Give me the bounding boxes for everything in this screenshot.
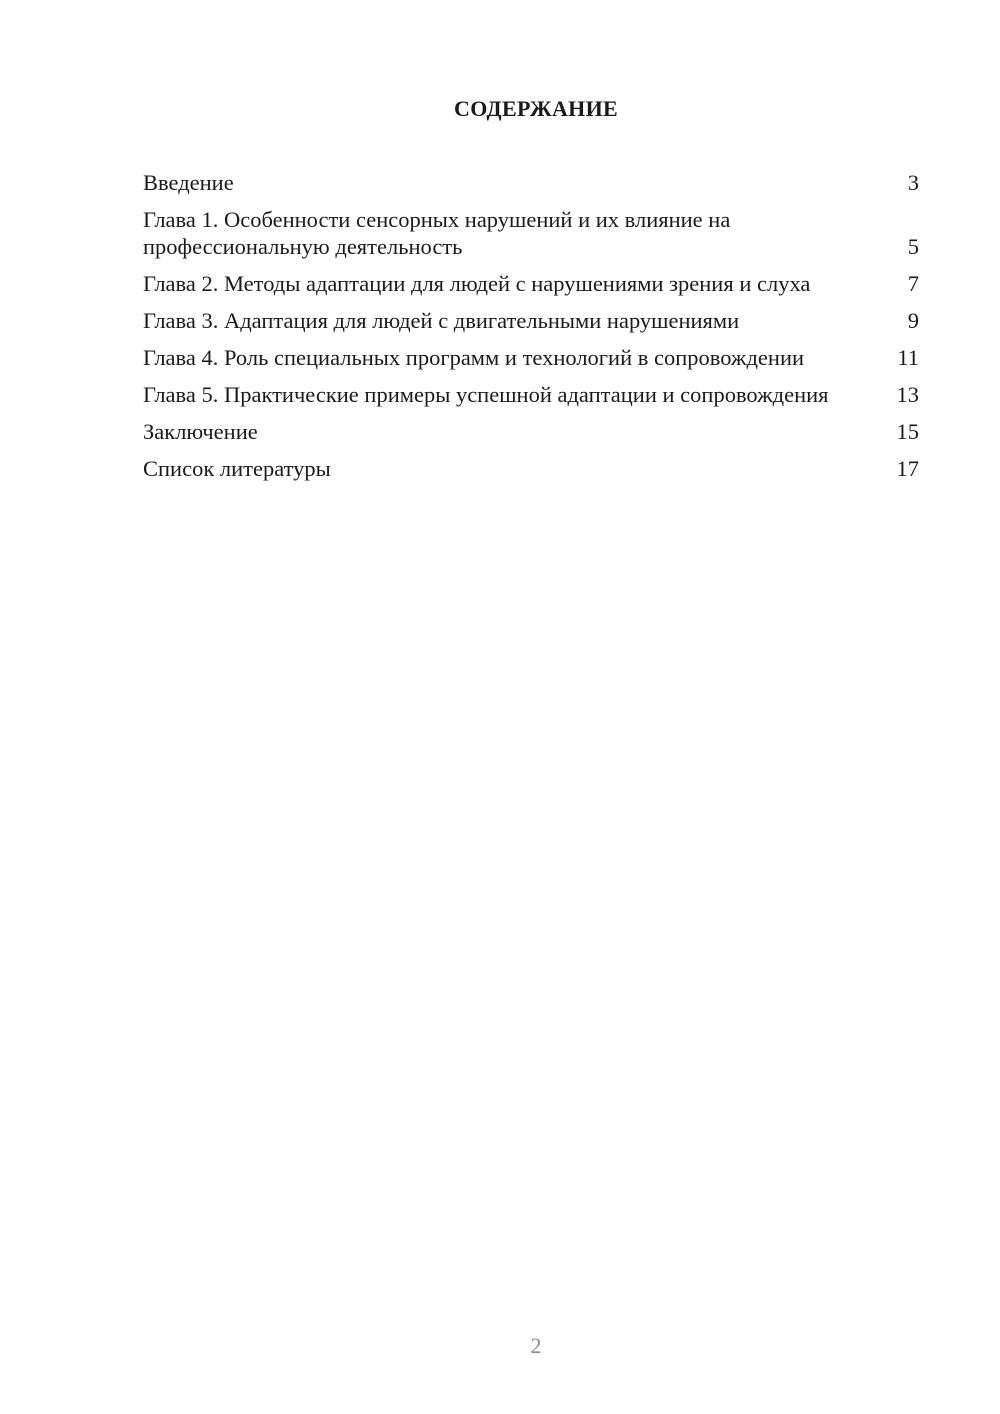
- toc-entry-page: 9: [907, 308, 919, 333]
- toc-entry-page: 15: [896, 419, 919, 444]
- page-title: СОДЕРЖАНИЕ: [454, 96, 618, 121]
- toc-entry-text: Введение: [143, 170, 234, 195]
- toc-entry-chapter-3: [143, 307, 919, 334]
- toc-entry-chapter-1: [143, 206, 919, 260]
- toc-entry-page: 11: [897, 345, 919, 370]
- toc-entry-text: Глава 5. Практические примеры успешной адаптации и сопровождения: [143, 382, 829, 407]
- toc-entry-conclusion: [143, 418, 919, 445]
- toc-entry-chapter-2: [143, 270, 919, 297]
- toc-entry-chapter-5: [143, 381, 919, 408]
- page-number: 2: [530, 1333, 542, 1358]
- toc-entry-page: 17: [896, 456, 919, 481]
- toc-entry-page: 5: [907, 234, 919, 259]
- toc-entry-chapter-4: [143, 344, 919, 371]
- toc-entry-text: Глава 3. Адаптация для людей с двигательными нарушениями: [143, 308, 740, 333]
- toc-entry-page: 3: [907, 170, 919, 195]
- toc-entry-text: Глава 1. Особенности сенсорных нарушений и их влияние на профессиональную деятельность: [143, 207, 731, 259]
- table-of-contents: [143, 169, 919, 492]
- toc-entry-references: [143, 455, 919, 482]
- toc-entry-text: Глава 2. Методы адаптации для людей с нарушениями зрения и слуха: [143, 271, 811, 296]
- toc-entry-page: 7: [907, 271, 919, 296]
- toc-entry-page: 13: [896, 382, 919, 407]
- toc-entry-text: Список литературы: [143, 456, 331, 481]
- toc-entry-text: Заключение: [143, 419, 258, 444]
- toc-entry-text: Глава 4. Роль специальных программ и технологий в сопровождении: [143, 345, 805, 370]
- toc-entry-introduction: [143, 169, 919, 196]
